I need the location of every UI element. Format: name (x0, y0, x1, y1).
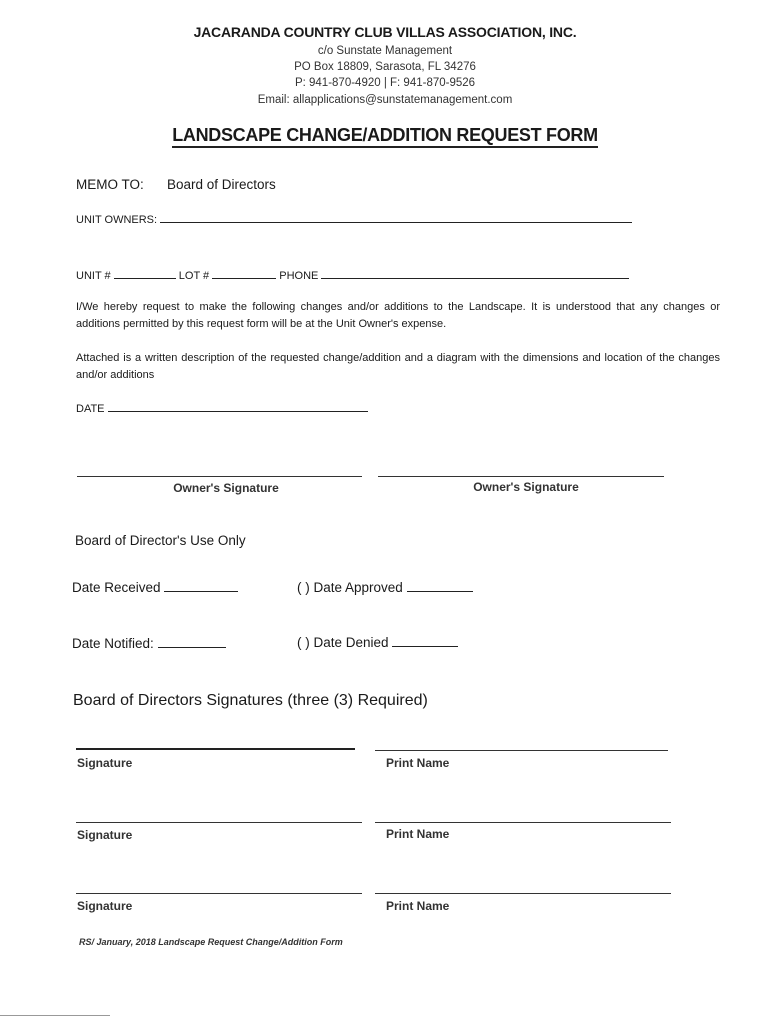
signature-label-2: Signature (77, 828, 133, 842)
board-signature-line-3[interactable] (76, 893, 362, 894)
phone-blank[interactable] (321, 269, 629, 279)
board-print-line-2[interactable] (375, 822, 671, 823)
date-row (76, 402, 368, 415)
date-received-label: Date Received (72, 580, 161, 595)
po-box-line: PO Box 18809, Sarasota, FL 34276 (294, 61, 476, 73)
unit-lot-phone-row (76, 269, 629, 282)
date-received-blank[interactable] (164, 580, 238, 592)
date-label: DATE (76, 403, 105, 415)
form-footer: RS/ January, 2018 Landscape Request Change/Addition Form (79, 937, 343, 947)
owner-signature-line-2[interactable] (378, 476, 664, 477)
date-approved-label: ( ) Date Approved (297, 580, 403, 595)
board-signature-line-2[interactable] (76, 822, 362, 823)
attached-paragraph: Attached is a written description of the requested change/addition and a diagram with the dimensions and location of the changes and/or additions (76, 352, 720, 381)
memo-value: Board of Directors (167, 177, 276, 192)
signature-label-1: Signature (77, 756, 133, 770)
date-denied-row (297, 635, 458, 650)
date-denied-blank[interactable] (392, 635, 458, 647)
request-paragraph: I/We hereby request to make the following changes and/or additions to the Landscape. It is understood that any changes or additions permitted by this request form will be at the Unit Owner's expense. (76, 301, 720, 330)
board-use-heading: Board of Director's Use Only (75, 533, 246, 548)
date-approved-blank[interactable] (407, 580, 473, 592)
memo-label: MEMO TO: (76, 177, 144, 192)
page-corner-divider (0, 1015, 110, 1016)
date-notified-row (72, 636, 226, 651)
board-signatures-heading: Board of Directors Signatures (three (3) Required) (73, 692, 428, 709)
unit-blank[interactable] (114, 269, 176, 279)
unit-label: UNIT # (76, 270, 111, 282)
date-received-row (72, 580, 238, 595)
organization-name: JACARANDA COUNTRY CLUB VILLAS ASSOCIATION, INC. (193, 24, 577, 40)
unit-owners-label: UNIT OWNERS: (76, 214, 158, 226)
management-line: c/o Sunstate Management (317, 45, 453, 57)
phone-fax-line: P: 941-870-4920 | F: 941-870-9526 (294, 77, 476, 89)
date-blank[interactable] (108, 402, 368, 412)
form-title-text: LANDSCAPE CHANGE/ADDITION REQUEST FORM (172, 125, 598, 148)
unit-owners-blank[interactable] (160, 213, 632, 223)
board-print-line-1[interactable] (375, 750, 668, 751)
owner-signature-line-1[interactable] (77, 476, 362, 477)
email-line: Email: allapplications@sunstatemanagement.com (257, 94, 513, 106)
print-name-label-3: Print Name (386, 899, 450, 913)
phone-label: PHONE (279, 270, 319, 282)
signature-label-3: Signature (77, 899, 133, 913)
board-signature-line-1[interactable] (76, 748, 355, 750)
board-print-line-3[interactable] (375, 893, 671, 894)
lot-blank[interactable] (212, 269, 276, 279)
date-notified-label: Date Notified: (72, 636, 154, 651)
owner-signature-caption-2: Owner's Signature (473, 480, 579, 494)
print-name-label-2: Print Name (386, 827, 450, 841)
unit-owners-row (76, 213, 632, 226)
owner-signature-caption-1: Owner's Signature (173, 481, 279, 495)
lot-label: LOT # (178, 270, 210, 282)
date-denied-label: ( ) Date Denied (297, 635, 389, 650)
date-notified-blank[interactable] (158, 636, 226, 648)
print-name-label-1: Print Name (386, 756, 450, 770)
form-title (0, 125, 770, 146)
date-approved-row (297, 580, 473, 595)
